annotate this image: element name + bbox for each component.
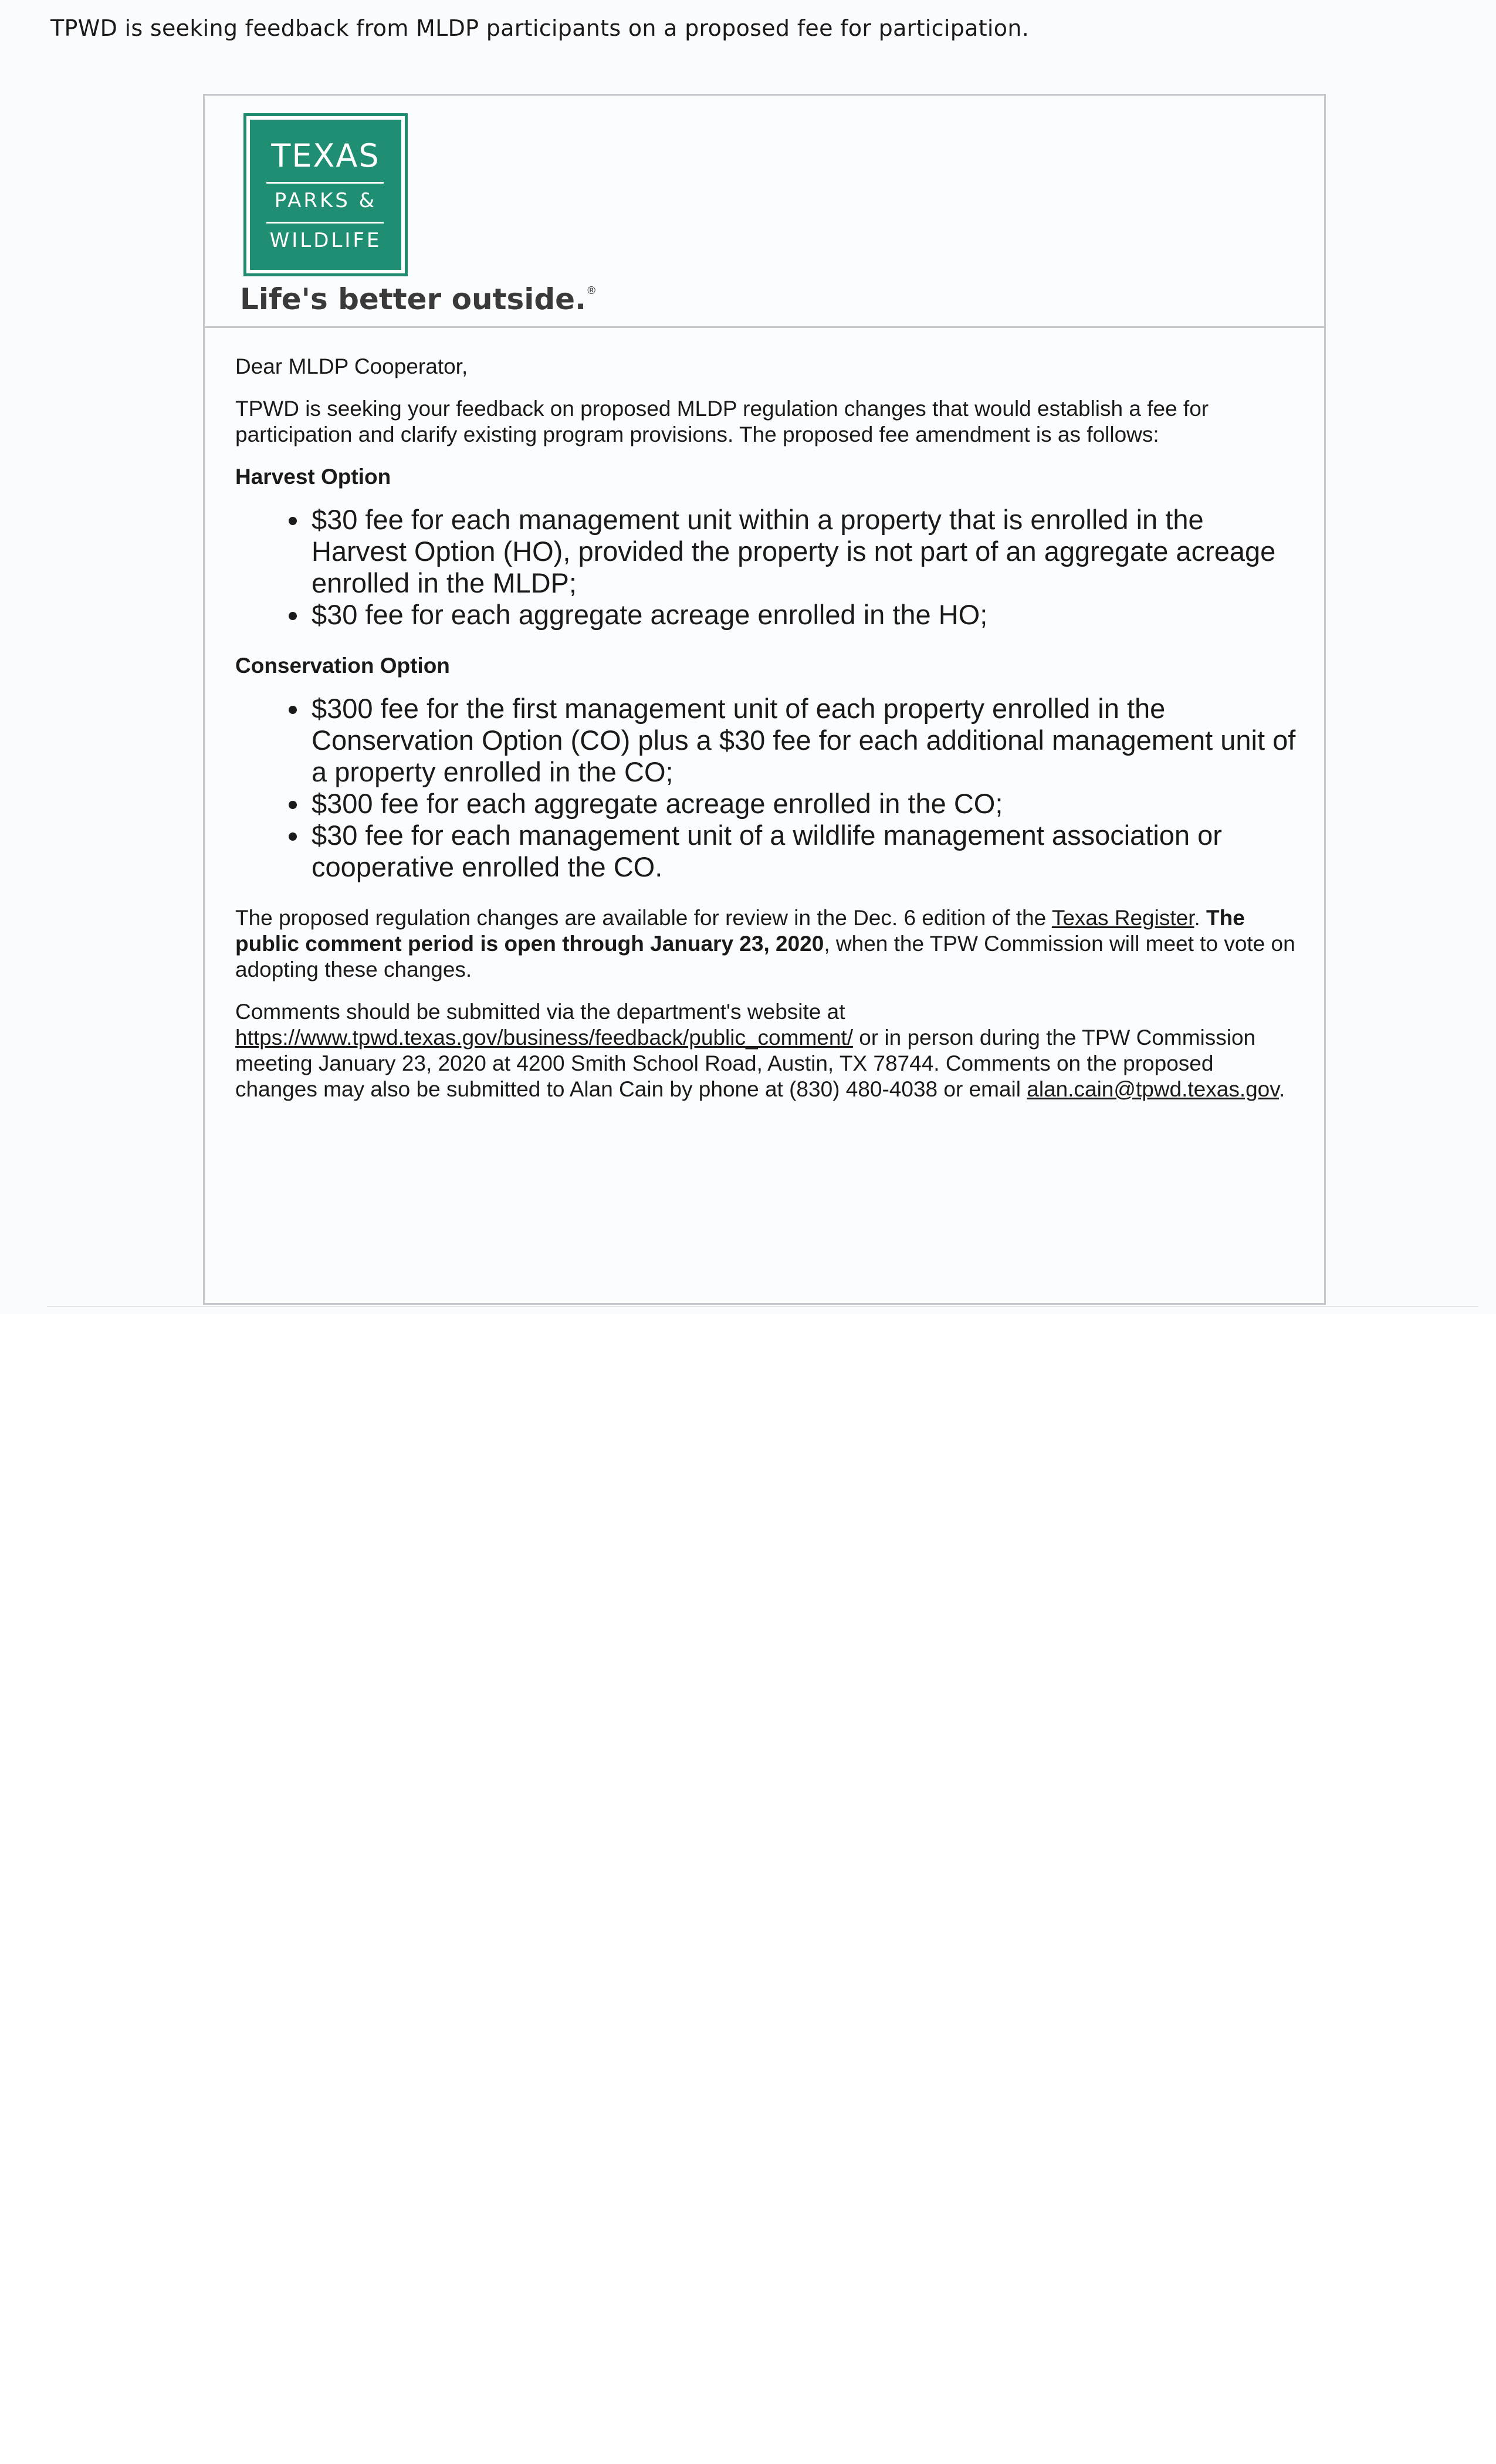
comments-text: Comments should be submitted via the department's website at [235, 1000, 845, 1024]
tagline [240, 282, 597, 316]
logo-text-texas: TEXAS [271, 137, 380, 174]
conservation-fee-list [235, 693, 1297, 883]
list-item: • $300 fee for each aggregate acreage enrolled in the CO; [309, 788, 1297, 820]
public-comment-link[interactable]: https://www.tpwd.texas.gov/business/feedback/public_comment/ [235, 1025, 853, 1050]
conservation-heading: Conservation Option [235, 654, 450, 678]
registered-mark: ® [586, 285, 597, 297]
logo-divider [266, 222, 384, 224]
harvest-heading: Harvest Option [235, 465, 391, 489]
email-link[interactable]: alan.cain@tpwd.texas.gov [1027, 1077, 1280, 1101]
review-text: The proposed regulation changes are available for review in the Dec. 6 edition of the [235, 906, 1052, 930]
tagline-text: Life's better outside. [240, 282, 587, 316]
comment-period-notice: The public comment period is open through January 23, 2020 [235, 906, 1245, 956]
comments-paragraph [235, 999, 1297, 1102]
comments-text: or in person during the TPW Commission meeting January 23, 2020 at 4200 Smith School Road, Austin, TX 78744. Comments on the proposed changes may also be submitted to Alan Cain by phone at (830) 480-4038 or email [235, 1025, 1256, 1101]
review-text: , when the TPW Commission will meet to vote on adopting these changes. [235, 932, 1295, 981]
logo-divider [266, 182, 384, 184]
email-header [205, 96, 1324, 328]
intro-line: TPWD is seeking feedback from MLDP participants on a proposed fee for participation. [50, 15, 1030, 41]
list-item: • $300 fee for the first management unit of each property enrolled in the Conservation Option (CO) plus a $30 fee for each additional management unit of a property enrolled in the CO; [309, 693, 1297, 788]
harvest-fee-list [235, 504, 1297, 631]
review-text: . [1194, 906, 1207, 930]
list-item: • $30 fee for each aggregate acreage enrolled in the HO; [309, 599, 1297, 631]
logo-text-wildlife: WILDLIFE [269, 229, 382, 252]
review-paragraph [235, 905, 1297, 983]
comments-text: . [1279, 1077, 1285, 1101]
divider-line [47, 1306, 1478, 1307]
greeting: Dear MLDP Cooperator, [235, 354, 468, 378]
texas-register-link[interactable]: Texas Register [1051, 906, 1194, 930]
email-card [203, 94, 1326, 1305]
logo-panel [250, 120, 401, 270]
letter-body [235, 354, 1297, 1119]
list-item: • $30 fee for each management unit within a property that is enrolled in the Harvest Option (HO), provided the property is not part of an aggregate acreage enrolled in the MLDP; [309, 504, 1297, 599]
logo-text-parks: PARKS & [274, 189, 377, 212]
tpwd-logo [243, 113, 408, 276]
intro-paragraph: TPWD is seeking your feedback on proposed MLDP regulation changes that would establish a fee for participation and clarify existing program provisions. The proposed fee amendment is as follows: [235, 397, 1209, 446]
list-item: • $30 fee for each management unit of a wildlife management association or cooperative enrolled the CO. [309, 820, 1297, 883]
